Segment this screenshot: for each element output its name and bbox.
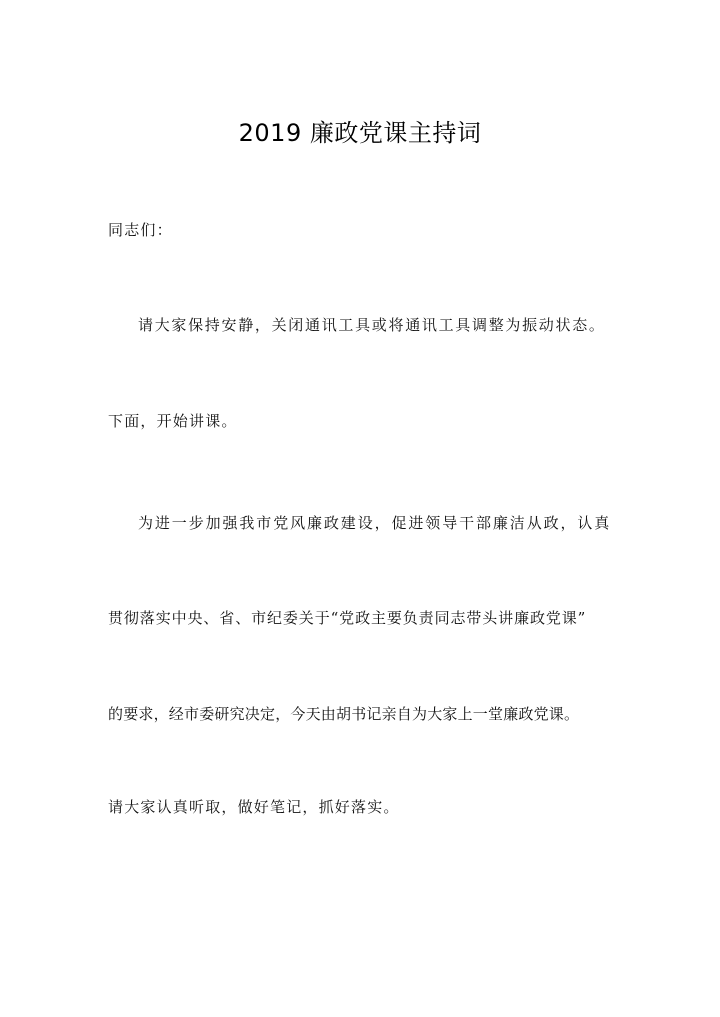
paragraph-line: 为进一步加强我市党风廉政建设，促进领导干部廉洁从政，认真 [138,514,612,532]
salutation-line: 同志们： [108,221,173,239]
paragraph-line: 请大家保持安静，关闭通讯工具或将通讯工具调整为振动状态。 [138,316,606,334]
document-title: 2019 廉政党课主持词 [238,119,482,147]
paragraph-line: 请大家认真听取，做好笔记，抓好落实。 [108,798,400,816]
paragraph-line: 的要求，经市委研究决定，今天由胡书记亲自为大家上一堂廉政党课。 [108,705,580,723]
paragraph-line: 下面，开始讲课。 [108,412,238,430]
paragraph-line: 贯彻落实中央、省、市纪委关于“党政主要负责同志带头讲廉政党课” [108,609,587,627]
